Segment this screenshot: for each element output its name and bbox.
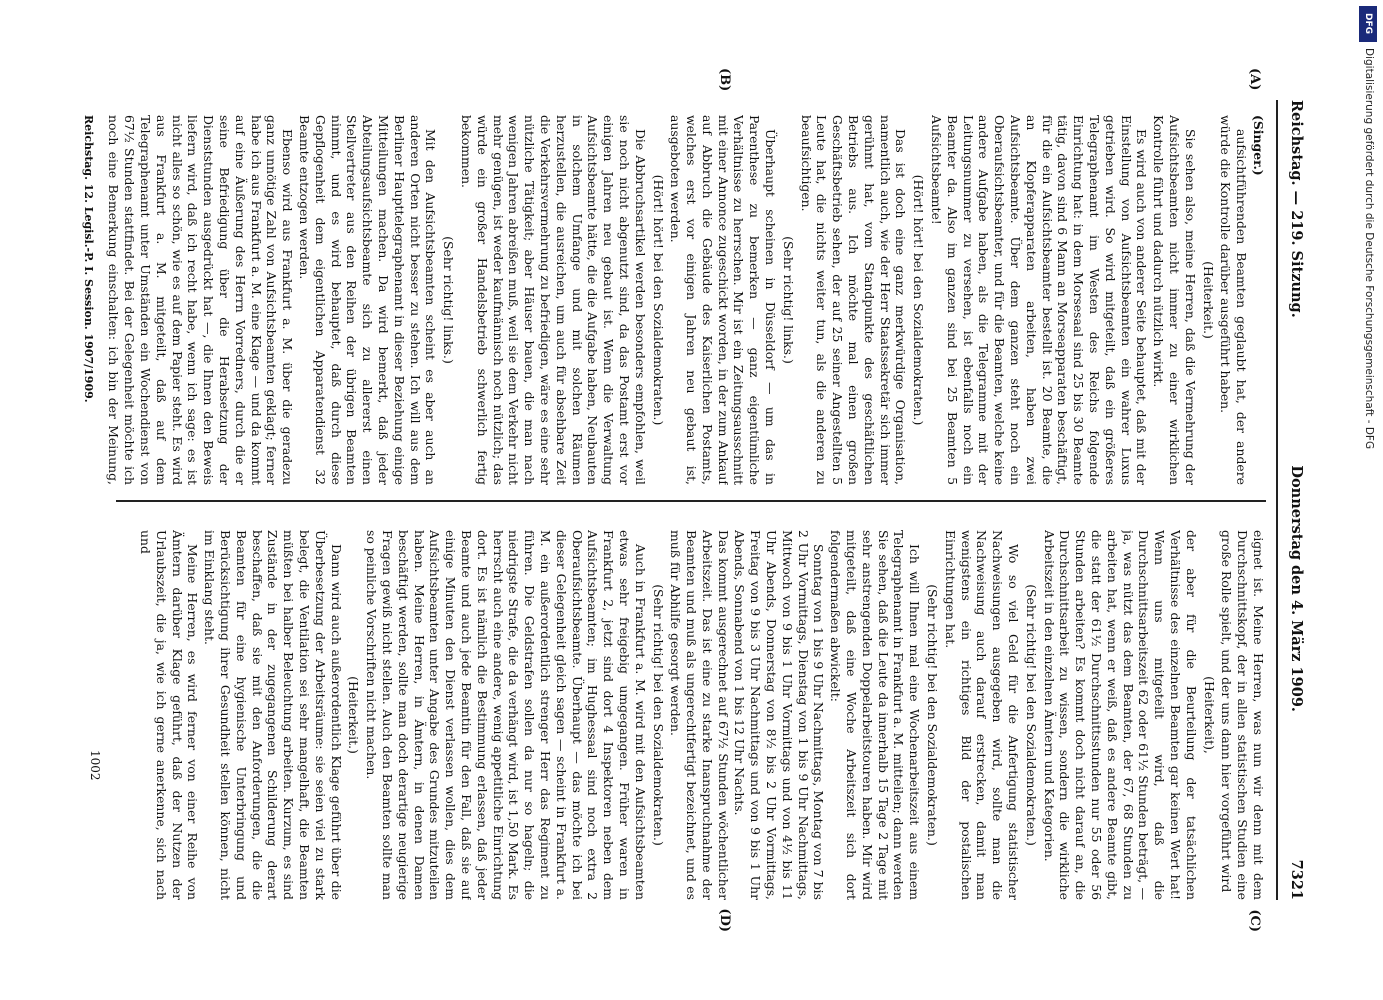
paragraph: Sonntag von 1 bis 9 Uhr Nachmittags, Montag von 7 bis 2 Uhr Vormittags, Dienstag von 1 bis 9 Uhr Nachmittags, Mittwoch von 9 bis 1 Uhr Vormittags und von 4½ bis 11 Uhr Abends, Donnerstag von 8½ bis 2 Uhr Vormittags, Freitag von 9 bis 3 Uhr Nachmittags und von 9 bis 1 Uhr Abends, Sonnabend von 1 bis 12 Uhr Nachts.: [732, 530, 826, 900]
paragraph: Überhaupt scheinen in Düsseldorf — um das in Parenthese zu bemerken — ganz eigentümliche Verhältnisse zu herrschen. Mir ist ein Zeitungsausschnitt mit einer Annonce zugeschickt worden, in der zum Ankauf auf Abbruch die Gebäude des Kaiserlichen Postamts, welches erst vor einigen Jahren neu gebaut ist, ausgeboten werden.: [667, 115, 778, 485]
paragraph: Es wird auch von anderer Seite behauptet, daß mit der Einstellung von Aufsichtsbeamten ein wahrer Luxus getrieben wird. So wird mitgeteilt, daß ein größeres Telegraphenamt im Westen des Reichs folgende Einrichtung hat: in dem Morsesaal sind 25 bis 30 Beamte tätig, davon sind 6 Mann an Morseapparaten beschäftigt, für die ein Aufsichtsbeamter bestellt ist. 20 Beamte, die an Klopferapparaten arbeiten, haben zwei Aufsichtsbeamte. Über dem ganzen steht noch ein Oberaufsichtsbeamter, und für die Beamten, welche keine andere Aufgabe haben, als die Telegramme mit der Leitungsnummer zu versehen, ist ebenfalls noch ein Beamter da. Also im ganzen sind bei 25 Beamten 5 Aufsichtsbeamte!: [928, 115, 1149, 485]
header-session: Reichstag. — 219. Sitzung.: [1288, 100, 1305, 318]
margin-marker-a: (A): [1246, 68, 1262, 91]
digitization-credit: Digitalisierung gefördert durch die Deutsche Forschungsgemeinschaft - DFG: [1363, 48, 1375, 450]
interjection: (Sehr richtig! links.): [440, 236, 456, 364]
paragraph: aufsichtführenden Beamten geglaubt hat, der andere würde die Kontrolle darüber ausgeführt haben.: [1217, 115, 1249, 485]
dfg-logo: DFG: [1359, 6, 1377, 42]
speaker-name: (Singer.): [1250, 115, 1266, 176]
interjection: (Sehr richtig! bei den Sozialdemokraten.): [1023, 584, 1039, 846]
interjection: (Sehr richtig! bei den Sozialdemokraten.): [650, 584, 666, 846]
margin-marker-c: (C): [1246, 909, 1262, 932]
header-date: Donnerstag den 4. März 1909.: [1288, 465, 1305, 712]
paragraph: Ebenso wird aus Frankfurt a. M. über die geradezu ganz unnötige Zahl von Aufsichtsbeamten geklagt; ferner habe ich aus Frankfurt a. M. eine Klage — und da kommt auf eine Äußerung des Herrn Vorredners, durch die er seine Befriedigung über die Herabsetzung der Dienststunden ausgedrückt hat —, die Ihnen den Beweis liefern wird, daß ich recht habe, wenn ich sage: es ist nicht alles so schön, wie es auf dem Papier steht. Es wird aus Frankfurt a. M. mitgeteilt, daß auf dem Telegraphenamt unter Umständen ein Wochendienst von 67½ Stunden stattfindet. Bei der Gelegenheit möchte ich noch eine Bemerkung einschalten: ich bin der Meinung,: [105, 115, 295, 485]
paragraph: Meine Herren, es wird ferner von einer Reihe von Ämtern darüber Klage geführt, daß der Nutzen der Urlaubszeit, die ja, wie ich gerne anerkenne, sich nach und: [137, 530, 200, 900]
document-page: [62, 60, 1322, 940]
left-column: [106, 115, 1266, 485]
paragraph: Wo so viel Geld für die Anfertigung statistischer Nachweisungen ausgegeben wird, sollte man die Nachweisung auch darauf erstrecken, damit man wenigstens ein richtiges Bild der postalischen Einrichtungen hat.: [942, 530, 1021, 900]
header-rule: [1276, 100, 1278, 900]
paragraph: Sie sehen also, meine Herren, daß die Vermehrung der Aufsichtsbeamten nicht immer zu einer wirklichen Kontrolle führt und dadurch nützlich wirkt.: [1150, 115, 1198, 485]
paragraph: Das kommt ausgerechnet auf 67½ Stunden wöchentlicher Arbeitszeit. Das ist eine zu starke Inanspruchnahme der Beamten und muß als ungerechtfertigt bezeichnet, und es muß für Abhilfe gesorgt werden.: [667, 530, 731, 900]
interjection: (Heiterkeit.): [345, 676, 361, 754]
paragraph: Die Abbruchsartikel werden besonders empfohlen, weil sie noch nicht abgenutzt sind, da das Postamt erst vor einigen Jahren neu gebaut ist. Wenn die Verwaltung Aufsichtsbeamte hätte, die die Aufgabe haben, Neubauten in solchem Umfange und mit solchen Räumen herzustellen, die ausreichen, um auch für absehbare Zeit die Verkehrsvermehrung zu befriedigen, wäre es eine sehr nützliche Tätigkeit; aber Häuser bauen, die man nach wenigen Jahren abreißen muß, weil sie dem Verkehr nicht mehr genügen, ist weder kaufmännisch noch nützlich; das würde ein großer Handelsbetrieb schwerlich fertig bekommen.: [458, 115, 648, 485]
interjection: (Heiterkeit.): [1200, 261, 1216, 339]
column-rule: [116, 500, 1266, 502]
margin-marker-b: (B): [716, 68, 732, 92]
footer-number: 1002: [87, 750, 102, 781]
footer-legislature: Reichstag. 12. Legisl.-P. I. Session. 1907/1909.: [81, 115, 95, 403]
paragraph: Ich will Ihnen mal eine Wochenarbeitszeit aus einem Telegraphenamt in Frankfurt a. M. mitteilen; dann werden Sie sehen, daß die Leute da innerhalb 15 Tage 2 Tage mit sehr anstrengenden Doppelarbeitstouren haben. Mir wird mitgeteilt, daß eine Woche Arbeitszeit sich dort folgendermaßen abwickelt:: [827, 530, 922, 900]
digitization-strip: [1353, 0, 1383, 1000]
interjection: (Hört! hört! bei den Sozialdemokraten.): [910, 174, 926, 426]
interjection: (Heiterkeit),: [1201, 676, 1217, 754]
interjection: (Hört! hört! bei den Sozialdemokraten.): [650, 174, 666, 426]
paragraph: Das ist doch eine ganz merkwürdige Organisation, namentlich auch, wie der Herr Staatssekretär sich immer gerühmt hat, vom Standpunkte des geschäftlichen Betriebs aus. Ich möchte mal einen großen Geschäftsbetrieb sehen, der auf 25 seiner Angestellten 5 Leute hat, die nichts weiter tun, als die anderen zu beaufsichtigen.: [798, 115, 908, 485]
paragraph: eignet ist. Meine Herren, was nun wir denn mit dem Durchschnittskopf, der in allen statistischen Studien eine große Rolle spielt, und der uns dann hier vorgeführt wird: [1218, 530, 1266, 900]
margin-marker-d: (D): [716, 908, 732, 932]
page-number: 7321: [1288, 859, 1305, 900]
paragraph: Dann wird auch außerordentlich Klage geführt über die Überbesetzung der Arbeitsräume: sie seien viel zu stark belegt, die Ventilation sei sehr mangelhaft, die Beamten müßten bei halber Beleuchtung arbeiten. Kurzum, es sind Zustände in der zugegangenen Schilderung derart beschaffen, daß sie mit den Anforderungen, die die Beamten für eine hygienische Unterbringung und Berücksichtigung ihrer Gesundheit stellen können, nicht im Einklang steht.: [201, 530, 344, 900]
interjection: (Sehr richtig! bei den Sozialdemokraten.): [924, 584, 940, 846]
paragraph: Mit den Aufsichtsbeamten scheint es aber auch an anderen Orten nicht besser zu stehen. Ich will aus dem Berliner Haupttelegraphenamt in dieser Beziehung einige Mitteilungen machen. Da wird bemerkt, daß jeder Abteilungsaufsichtsbeamte sich zu allererst einen Stellvertreter aus den Reihen der übrigen Beamten nimmt, und es wird behauptet, daß durch diese Gepflogenheit dem eigentlichen Apparatendienst 32 Beamte entzogen werden.: [296, 115, 438, 485]
paragraph: der aber für die Beurteilung der tatsächlichen Verhältnisse des einzelnen Beamten gar keinen Wert hat! Wenn uns mitgeteilt wird, daß die Durchschnittsarbeitszeit 62 oder 61½ Stunden beträgt, — ja, was nützt das dem Beamten, der 67, 68 Stunden zu arbeiten hat, wenn er weiß, daß es andere Beamte gibt, die statt der 61½ Durchschnittsstunden nur 55 oder 56 Stunden arbeiten? Es kommt doch nicht darauf an, die Durchschnittsarbeit zu wissen, sondern die wirkliche Arbeitszeit in den einzelnen Ämtern und Kategorien.: [1041, 530, 1199, 900]
page-header: [1282, 100, 1312, 900]
interjection: (Sehr richtig! links.): [780, 236, 796, 364]
right-column: [106, 530, 1266, 900]
paragraph: Auch in Frankfurt a. M. wird mit den Aufsichtsbeamten etwas sehr freigebig umgegangen. Früher waren in Frankfurt 2, jetzt sind dort 4 Inspektoren neben dem Aufsichtsbeamten; im Hughessaal sind noch extra 2 Oberaufsichtsbeamte. Überhaupt — das möchte ich bei dieser Gelegenheit gleich sagen — scheint in Frankfurt a. M. ein außerordentlich strenger Herr das Regiment zu führen. Die Geldstrafen sollen da nur so hageln; die niedrigste Strafe, die da verhängt wird, ist 1,50 Mark. Es herrscht auch eine andere, wenig appetitliche Einrichtung dort. Es ist nämlich die Bestimmung erlassen, daß jeder Beamte und auch jede Beamtin für den Fall, daß sie auf einige Minuten den Dienst verlassen wollen, dies dem Aufsichtsbeamten unter Angabe des Grundes mitzuteilen haben. Meine Herren, in Ämtern, in denen Damen beschäftigt werden, sollte man doch derartige neugierige Fragen gewiß nicht stellen. Auch den Beamten sollte man so peinliche Vorschriften nicht machen.: [363, 530, 648, 900]
